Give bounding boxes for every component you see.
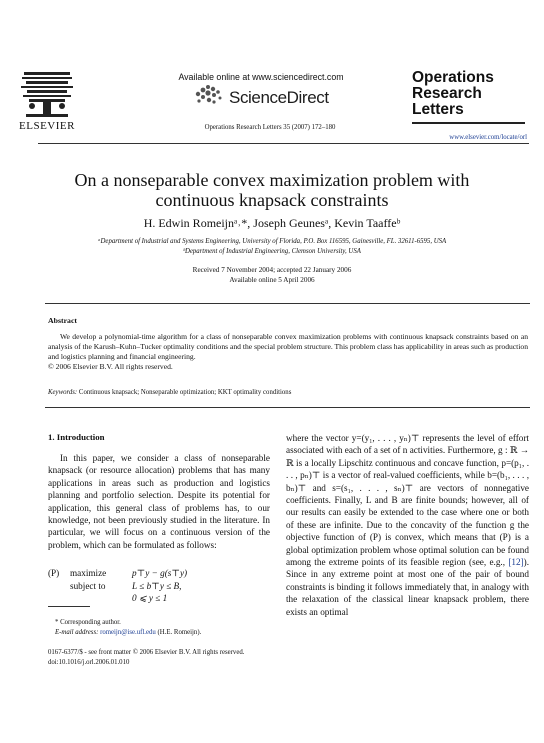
affiliation-a: ᵃDepartment of Industrial and Systems Engineering, University of Florida, P.O. Box 116595, Gainesville, FL. 32611-6595, USA [97,238,447,245]
article-dates [40,265,504,285]
journal-title [412,70,522,118]
doi-line: doi:10.1016/j.orl.2006.01.010 [48,658,130,666]
objective-expression: p⊤y − g(s⊤y) [132,568,188,578]
maximize-keyword: maximize [70,568,107,578]
email-label: E-mail address: [55,629,99,636]
section-heading: 1. Introduction [48,432,105,442]
author-list: H. Edwin Romeijnᵃ˒*, Joseph Geunesᵃ, Kevin Taaffeᵇ [143,216,401,230]
footnote-rule [48,606,90,607]
article-title-line: continuous knapsack constraints [155,190,389,210]
problem-label: (P) [48,568,60,578]
footnote [55,618,295,638]
journal-title-line: Letters [412,101,464,118]
sciencedirect-logo-text: ScienceDirect [229,88,329,107]
abstract-top-rule [45,303,530,304]
constraint-bounds: 0 ⩽ y ≤ 1 [132,593,168,603]
issn-line: 0167-6377/$ - see front matter © 2006 Elsevier B.V. All rights reserved. [48,649,245,656]
abstract-heading: Abstract [48,316,78,325]
abstract-text: We develop a polynomial-time algorithm for a class of nonseparable convex maximization problems with continuous knapsack constraints based on an analysis of the Karush–Kuhn–Tucker optimality conditions and the special problem structure. This problem class has applicability in areas such as production and logistics planning and financial engineering. [48,332,528,361]
available-date: Available online 5 April 2006 [229,276,315,284]
right-paragraph-text-cont: ). Since in any extreme point at most one of the pair of bound constraints is binding it follows immediately that, in analogy with the relaxation of the classical linear knapsack problem, there exists an optimal [286,557,529,617]
corresponding-author-note: * Corresponding author. [55,619,121,626]
right-paragraph-text: where the vector y=(y₁, . . . , yₙ)⊤ represents the level of effort associated with each of a set of n activities. Furthermore, g : ℝ → ℝ is a locally Lipschitz continuous and concave function, p=(p₁, . . . , pₙ)⊤ is a vector of real-valued coefficients, while b=(b₁, . . . , bₙ)⊤ and s=(s₁, . . . , sₙ)⊤ are vectors of nonnegative coefficients. Finally, L and B are finite bounds; however, all of our results can easily be extended to the case where one or both of these are infinite. Due to the concavity of the function g the objective function of (P) is convex, which means that (P) is a global optimization problem whose optimal solution can be found among the extreme points of its feasible region (see, e.g., [286,433,529,568]
keywords-label: Keywords: [48,389,78,396]
received-date: Received 7 November 2004; accepted 22 January 2006 [192,266,352,274]
affiliations [40,237,504,257]
email-owner: (H.E. Romeijn). [157,629,202,636]
elsevier-tree-logo [18,68,76,128]
journal-citation: Operations Research Letters 35 (2007) 172–180 [204,124,336,131]
available-online-text: Available online at www.sciencedirect.com [178,72,344,82]
copyright-line: © 2006 Elsevier B.V. All rights reserved. [48,362,173,371]
keywords-line [48,389,528,396]
abstract-bottom-rule [45,407,530,408]
abstract-body [48,332,528,372]
article-title-line: On a nonseparable convex maximization problem with [74,170,470,190]
header-divider [38,143,529,144]
affiliation-b: ᵇDepartment of Industrial Engineering, Clemson University, USA [183,248,361,255]
journal-title-line: Research [412,85,482,102]
keywords-text: Continuous knapsack; Nonseparable optimization; KKT optimality conditions [78,389,292,396]
right-paragraph [286,432,529,618]
journal-title-line: Operations [412,69,494,86]
subject-to-keyword: subject to [70,580,106,591]
right-column [286,432,529,618]
intro-paragraph: In this paper, we consider a class of nonseparable knapsack (or resource allocation) problems that has many applications in areas such as production and logistics planning and portfolio selection. Despite its potential for application, this general class of problems has, to our knowledge, not been previously studied in the literature. In particular, we will focus on a continuous version of the problem, which can be formulated as follows: [48,453,270,550]
citation-link[interactable]: [12] [508,557,524,568]
email-link[interactable]: romeijn@ise.ufl.edu [100,629,156,636]
left-column [48,452,270,551]
email-line [55,628,295,638]
article-title [40,170,504,210]
publisher-name: ELSEVIER [19,120,75,132]
constraint-budget: L ≤ b⊤y ≤ B, [132,580,182,591]
publication-info [48,648,348,667]
journal-title-underline [412,122,525,124]
journal-url-link[interactable]: www.elsevier.com/locate/orl [449,134,527,141]
